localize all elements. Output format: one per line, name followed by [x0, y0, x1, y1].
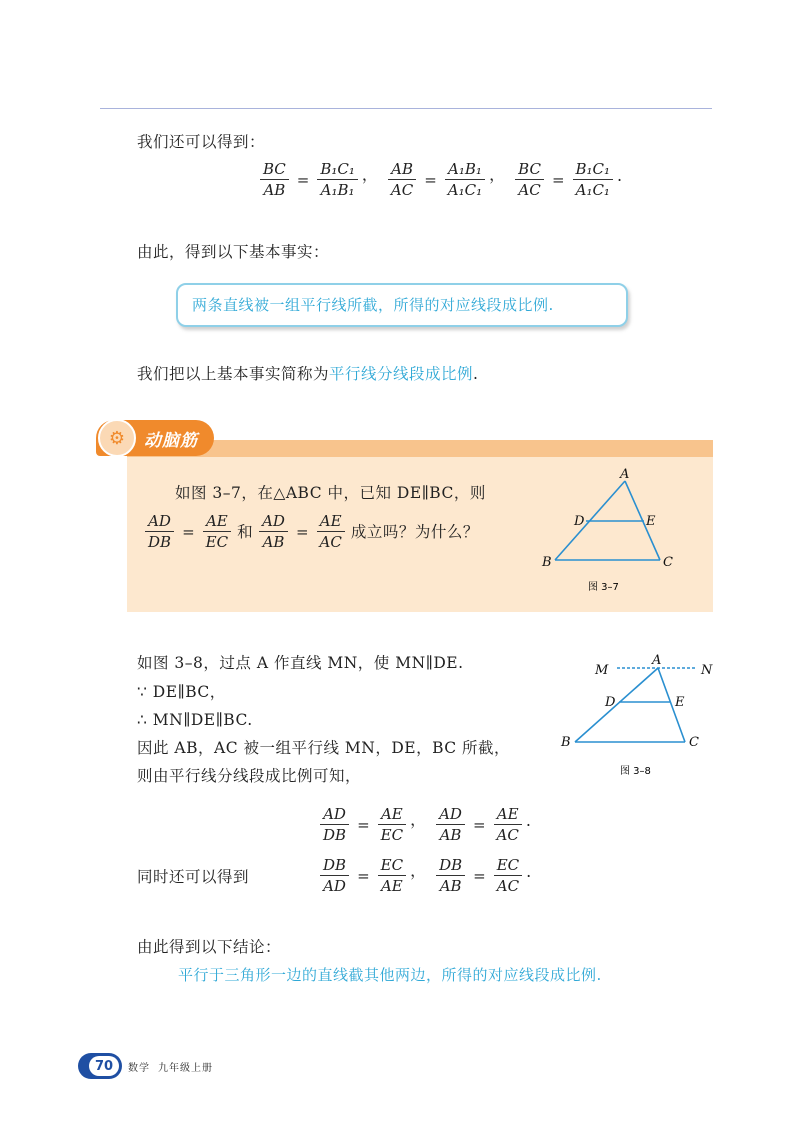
figure-3-8-caption: 图 3–8 — [620, 766, 651, 777]
fraction — [378, 805, 406, 844]
proof-line-4: 因此 AB，AC 被一组平行线 MN，DE，BC 所截， — [137, 739, 511, 757]
numerator: DB — [320, 856, 349, 876]
figure-3-7 — [530, 465, 690, 605]
label-a: A — [620, 467, 630, 482]
separator: ， — [489, 165, 506, 184]
summary-prefix: 我们把以上基本事实简称为 — [137, 365, 330, 383]
fraction — [445, 160, 485, 199]
label-d: D — [574, 514, 585, 529]
denominator: AC — [496, 826, 519, 844]
equals-sign: = — [424, 170, 437, 189]
numerator: BC — [515, 160, 544, 180]
numerator: B₁C₁ — [317, 160, 358, 180]
think-panel-header — [127, 440, 713, 457]
denominator: A₁C₁ — [447, 181, 483, 199]
numerator: EC — [378, 856, 406, 876]
denominator: AC — [518, 181, 541, 199]
footer-subject: 数学 — [128, 1063, 150, 1074]
label-a: A — [652, 653, 662, 668]
numerator: AE — [378, 805, 406, 825]
footer-book: 九年级上册 — [158, 1063, 213, 1074]
equals-sign: = — [296, 170, 310, 189]
fraction — [388, 160, 416, 199]
label-m: M — [595, 663, 609, 678]
numerator: AD — [259, 512, 288, 532]
fraction — [317, 512, 345, 551]
separator: ， — [410, 810, 427, 829]
fraction — [145, 512, 174, 551]
denominator: EC — [380, 826, 404, 844]
numerator: AE — [203, 512, 231, 532]
fraction — [378, 856, 406, 895]
denominator: AD — [323, 877, 346, 895]
figure-3-7-caption: 图 3–7 — [588, 582, 619, 593]
fraction — [436, 805, 465, 844]
label-d: D — [605, 695, 616, 710]
denominator: AC — [319, 533, 342, 551]
denominator: DB — [148, 533, 172, 551]
numerator: EC — [494, 856, 522, 876]
denominator: AB — [263, 181, 286, 199]
numerator: B₁C₁ — [573, 160, 614, 180]
summary-term: 平行线分线段成比例 — [329, 365, 474, 383]
intro-text: 我们还可以得到： — [137, 133, 266, 151]
separator: . — [526, 862, 532, 881]
also-text: 同时还可以得到 — [137, 868, 250, 886]
ratio-row-3 — [318, 856, 537, 895]
denominator: AE — [380, 877, 403, 895]
numerator: BC — [260, 160, 289, 180]
fact-lead: 由此，得到以下基本事实： — [137, 243, 330, 261]
conclusion-lead: 由此得到以下结论： — [137, 938, 282, 956]
equals-sign: = — [551, 170, 565, 189]
figure-3-8 — [555, 650, 725, 780]
label-c: C — [689, 735, 699, 750]
think-line-1: 如图 3–7，在△ABC 中，已知 DE∥BC，则 — [175, 484, 486, 502]
equals-sign: = — [473, 866, 486, 885]
label-n: N — [701, 663, 713, 678]
fact-box-text: 两条直线被一组平行线所截，所得的对应线段成比例. — [192, 296, 554, 314]
fraction — [320, 856, 349, 895]
denominator: A₁C₁ — [575, 181, 610, 199]
header-rule — [100, 108, 712, 109]
numerator: AB — [388, 160, 416, 180]
numerator: AD — [145, 512, 174, 532]
summary-line — [137, 363, 478, 385]
think-equation — [143, 512, 479, 551]
fraction — [436, 856, 465, 895]
fraction — [320, 805, 349, 844]
fraction — [515, 160, 544, 199]
think-badge-label: 动脑筋 — [144, 430, 198, 451]
fraction — [573, 160, 614, 199]
numerator: DB — [436, 856, 465, 876]
equals-sign: = — [357, 866, 370, 885]
gear-icon: ⚙ — [98, 419, 136, 457]
label-b: B — [542, 555, 552, 570]
page-number: 70 — [89, 1056, 119, 1076]
equals-sign: = — [182, 522, 195, 541]
label-e: E — [646, 514, 656, 529]
fraction — [317, 160, 358, 199]
separator: . — [617, 166, 623, 185]
fact-box — [176, 283, 628, 327]
proof-line-1: 如图 3–8，过点 A 作直线 MN，使 MN∥DE. — [137, 654, 464, 672]
fraction — [494, 856, 522, 895]
separator: ， — [361, 165, 378, 184]
conclusion-text: 平行于三角形一边的直线截其他两边，所得的对应线段成比例. — [178, 966, 602, 984]
label-b: B — [561, 735, 571, 750]
numerator: AE — [317, 512, 345, 532]
separator: ， — [410, 861, 427, 880]
equals-sign: = — [472, 815, 486, 834]
fraction — [203, 512, 231, 551]
denominator: AB — [439, 826, 462, 844]
denominator: AB — [262, 533, 285, 551]
separator: . — [525, 811, 531, 830]
fraction — [259, 512, 288, 551]
fraction — [494, 805, 522, 844]
proof-line-3: ∴ MN∥DE∥BC. — [137, 711, 253, 729]
proof-line-5: 则由平行线分线段成比例可知， — [137, 767, 362, 785]
numerator: AD — [320, 805, 349, 825]
equals-sign: = — [357, 815, 370, 834]
denominator: AC — [496, 877, 520, 895]
denominator: AC — [390, 181, 414, 199]
label-e: E — [675, 695, 685, 710]
denominator: A₁B₁ — [320, 181, 355, 199]
question-text: 成立吗？为什么？ — [350, 522, 479, 541]
ratio-row-2 — [318, 805, 537, 844]
proof-line-2: ∵ DE∥BC， — [137, 683, 226, 701]
denominator: DB — [323, 826, 347, 844]
ratio-row-1 — [258, 160, 628, 199]
fraction — [260, 160, 289, 199]
summary-suffix: . — [473, 365, 479, 383]
denominator: EC — [205, 533, 229, 551]
numerator: AD — [436, 805, 465, 825]
numerator: A₁B₁ — [445, 160, 485, 180]
side-ab — [575, 668, 658, 742]
think-badge — [96, 420, 214, 456]
and-word: 和 — [237, 522, 254, 541]
denominator: AB — [439, 877, 462, 895]
equals-sign: = — [295, 522, 309, 541]
numerator: AE — [494, 805, 522, 825]
label-c: C — [663, 555, 673, 570]
page-number-badge — [78, 1053, 122, 1079]
